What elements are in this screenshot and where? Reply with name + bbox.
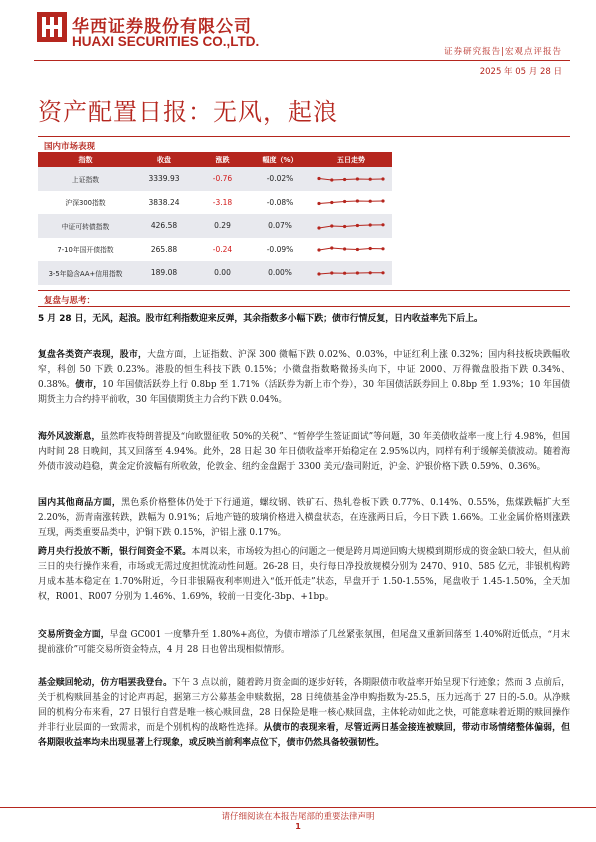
index-close: 189.08	[133, 261, 195, 285]
sparkline-point	[330, 201, 333, 204]
page-number: 1	[295, 822, 301, 831]
legal-disclaimer-link[interactable]: 请仔细阅读在本报告尾部的重要法律声明	[221, 812, 375, 822]
sparkline-point	[369, 177, 372, 180]
col-header-index: 指数	[38, 152, 133, 167]
footer-divider	[0, 807, 596, 808]
lead-exchange: 交易所资金方面，	[38, 630, 110, 640]
index-name: 沪深300指数	[65, 199, 106, 208]
col-header-change: 涨跌	[195, 152, 250, 167]
lead-bond: 债市，	[75, 380, 103, 391]
sparkline-line	[319, 201, 383, 204]
table-row	[38, 214, 392, 238]
index-change: -0.76	[195, 167, 250, 191]
section-divider	[38, 136, 570, 137]
section-divider	[38, 306, 570, 307]
index-pct: -0.09%	[266, 244, 294, 254]
lead-asset-review: 复盘各类资产表现，股市，	[38, 350, 148, 360]
sparkline-point	[356, 200, 359, 203]
sparkline-point	[330, 224, 333, 227]
sparkline-point	[369, 247, 372, 250]
lead-fund: 基金赎回轮动，仿方唱罢我登台。	[38, 678, 173, 688]
sparkline-point	[317, 177, 320, 180]
sparkline-point	[317, 226, 320, 229]
index-close: 265.88	[150, 244, 178, 254]
text-bond: 10 年国债活跃券上行 0.8bp 至 1.71%（活跃券为新上市个券），30 年国债活跃券回上 0.8bp 至 1.93%；10 年国债期货主力合约持平前收，30 年国债期货主力合约下跌 0.04%。	[38, 380, 570, 406]
sparkline-line	[319, 248, 383, 250]
sparkline-point	[381, 271, 384, 274]
sparkline-point	[343, 271, 346, 274]
index-close: 426.58	[133, 214, 195, 238]
sparkline-point	[381, 223, 384, 226]
market-table	[38, 152, 392, 285]
paragraph-overseas	[38, 430, 570, 475]
table-header-row	[38, 152, 392, 167]
sparkline-point	[381, 247, 384, 250]
company-logo-icon	[37, 12, 67, 42]
index-change: 0.29	[195, 214, 250, 238]
lead-liquidity: 跨月央行投放不断，银行间资金不紧。	[38, 547, 192, 557]
text-overseas: 虽然昨夜特朗普提及“向欧盟征收 50%的关税”、“暂停学生签证面试”等问题，30 年美债收益率一度上行 4.98%，但国内时间 28 日晚间，其又回落至 4.94%。此外，28 日起 30 年日债收益率开始稳定在 2.95%以内，同样有利于缓解美债波动。随着海外债市波动趋稳，黄金定价波幅有所收敛，伦敦金、纽约金盘踞于 3300 美元/盎司附近，沪金、沪银价格下跌 0.59%、0.36%。	[38, 432, 570, 473]
sparkline-point	[356, 271, 359, 274]
text-equity: 大盘方面，上证指数、沪深 300 微幅下跌 0.02%、0.03%，中证红利上涨 0.32%；国内科技板块跌幅收窄，科创 50 下跌 0.23%。港股的恒生科技下跌 0.15%；小微盘指数略微扬头向下，中证 2000、万得微盘股指下跌 0.34%、0.38%。	[38, 350, 570, 391]
report-header	[0, 0, 596, 90]
sparkline-point	[381, 177, 384, 180]
sparkline-point	[317, 272, 320, 275]
index-change: -0.24	[212, 244, 233, 254]
sparkline-point	[369, 200, 372, 203]
sparkline-point	[381, 200, 384, 203]
sparkline-point	[369, 223, 372, 226]
index-pct: 0.07%	[250, 214, 310, 238]
company-name-en: HUAXI SECURITIES CO.,LTD.	[72, 34, 260, 49]
col-header-close: 收盘	[133, 152, 195, 167]
table-row	[38, 167, 392, 191]
sparkline-point	[343, 178, 346, 181]
paragraph-exchange	[38, 628, 570, 658]
report-title: 资产配置日报：无风，起浪	[38, 98, 338, 126]
sparkline-line	[319, 225, 383, 228]
index-name: 中证可转债指数	[38, 214, 133, 238]
sparkline-point	[330, 178, 333, 181]
summary-bold: 5 月 28 日，无风，起浪。股市红利指数迎来反弹，其余指数多小幅下跌；债市行情反复，日内收益率先下后上。	[38, 314, 483, 324]
paragraph-summary	[38, 312, 570, 327]
sparkline-point	[330, 271, 333, 274]
sparkline-point	[369, 271, 372, 274]
index-name: 上证指数	[38, 167, 133, 191]
paragraph-asset-review	[38, 348, 570, 408]
col-header-trend: 五日走势	[310, 152, 392, 167]
section-label-market: 国内市场表现	[44, 142, 96, 152]
trend-sparkline	[310, 238, 392, 262]
section-divider	[38, 290, 570, 291]
sparkline-point	[343, 248, 346, 251]
col-header-pct: 幅度（%）	[250, 152, 310, 167]
header-divider	[34, 60, 570, 61]
section-label-review: 复盘与思考：	[44, 296, 96, 306]
paragraph-fund-redemption	[38, 676, 570, 751]
paragraph-commodities	[38, 496, 570, 541]
lead-overseas: 海外风波渐息，	[38, 432, 101, 442]
index-pct: 0.00%	[250, 261, 310, 285]
index-change: -3.18	[212, 197, 233, 207]
report-type: 证券研究报告|宏观点评报告	[444, 47, 562, 57]
trend-sparkline	[310, 191, 392, 215]
text-fund: 下午 3 点以前，随着跨月资金面的逐步好转，各期限债市收益率开始呈现下行迹象；然而 3 点前后，关于机构赎回基金的讨论声再起，据第三方公募基金申赎数据，28 日纯债基金净申购指数为-25.5，压力远高于 27 日的-5.0。从净赎回的机构分布来看，27 日银行自营是唯一核心赎回盘，28 日保险是唯一核心赎回盘，主体轮动如此之快，可能意味着近期的赎回操作并非行业层面的一致需求，而是个别机构的战略性选择。	[38, 678, 570, 734]
report-date: 2025 年 05 月 28 日	[479, 67, 562, 77]
trend-sparkline	[310, 214, 392, 238]
index-pct: -0.02%	[250, 167, 310, 191]
text-exchange: 早盘 GC001 一度攀升至 1.80%+高位，为债市增添了几丝紧张氛围，但尾盘又重新回落至 1.40%附近低点，“月末提前涨价”可能交易所资金特点，4 月 28 日也曾出现相似情形。	[38, 630, 570, 656]
company-name-cn: 华西证券股份有限公司	[72, 17, 252, 37]
trend-sparkline	[310, 261, 392, 285]
sparkline-point	[356, 248, 359, 251]
index-name: 7-10年国开债指数	[57, 246, 114, 255]
table-row	[38, 191, 392, 215]
table-row	[38, 238, 392, 262]
sparkline-line	[319, 273, 383, 274]
text-commodities: 黑色系价格整体仍处于下行通道，螺纹钢、铁矿石、热轧卷板下跌 0.77%、0.14%、0.55%，焦煤跌幅扩大至 2.20%，沥青南涨转跌，跌幅为 0.91%；后地产链的玻璃价格进入横盘状态，在连涨两日后，今日下跌 1.66%。工业金属价格则涨跌互现，两类重要品类中，沪铜下跌 0.15%，沪铝上涨 0.17%。	[38, 498, 570, 539]
text-liquidity: 本周以来，市场较为担心的问题之一便是跨月周逆回购大规模到期形成的资金缺口较大，但从前三日的央行操作来看，市场或无需过度担忧流动性问题。26-28 日，央行每日净投放规模分别为 2470、910、585 亿元，非银机构跨月成本基本稳定在 1.70%附近，今日非银隔夜利率则进入“低开低走”状态，早盘开于 1.50-1.55%，尾盘收于 1.45-1.50%，全天加权，R001、R007 分别为 1.46%、1.69%，较前一日变化-3bp、+1bp。	[38, 547, 570, 603]
index-pct: -0.08%	[266, 197, 294, 207]
sparkline-point	[356, 224, 359, 227]
sparkline-point	[356, 177, 359, 180]
paragraph-liquidity	[38, 545, 570, 605]
sparkline-point	[343, 225, 346, 228]
index-name: 3-5年隐含AA+信用指数	[38, 261, 133, 285]
sparkline-point	[330, 247, 333, 250]
sparkline-point	[317, 202, 320, 205]
index-close: 3339.93	[133, 167, 195, 191]
index-close: 3838.24	[148, 197, 180, 207]
lead-commodities: 国内其他商品方面，	[38, 498, 122, 508]
sparkline-point	[317, 249, 320, 252]
fund-conclusion-bold: 从债市的表现来看，尽管近两日基金接连被赎回，带动市场情绪整体偏弱，但各期限收益率均未出现显著上行现象，或反映当前利率点位下，债市仍然具备较强韧性。	[38, 723, 570, 749]
sparkline-line	[319, 178, 383, 180]
sparkline-point	[343, 200, 346, 203]
index-change: 0.00	[195, 261, 250, 285]
table-row	[38, 261, 392, 285]
trend-sparkline	[310, 167, 392, 191]
